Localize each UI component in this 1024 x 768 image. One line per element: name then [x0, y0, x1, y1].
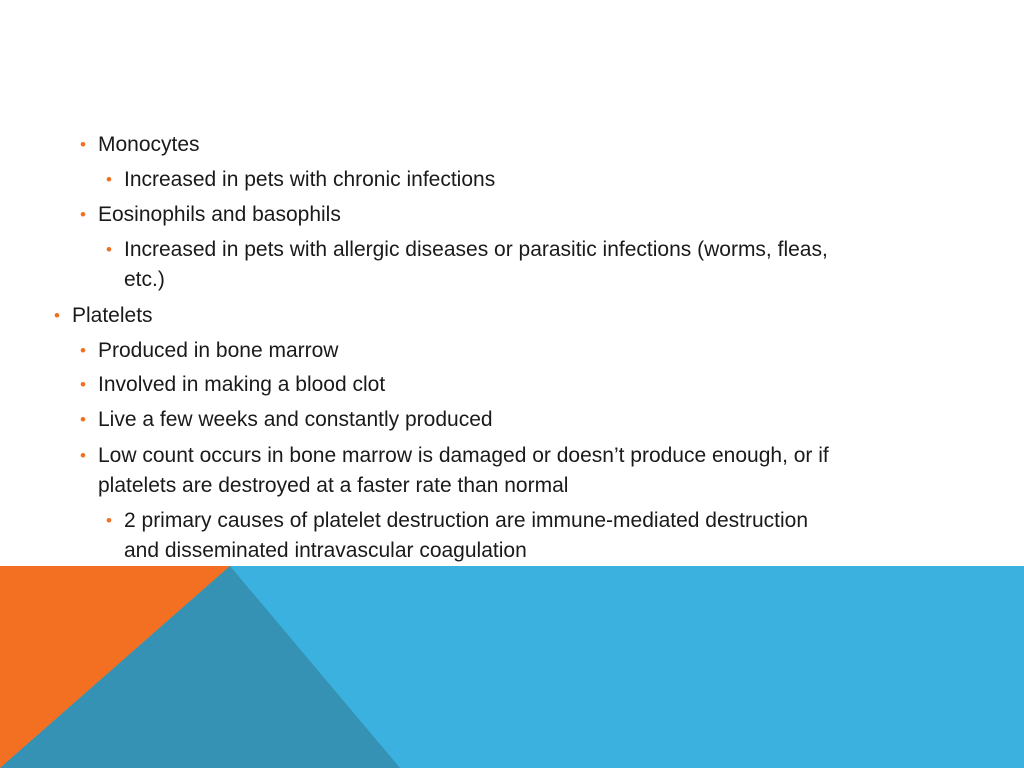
bullet-text: Involved in making a blood clot [98, 373, 386, 396]
bullet-dot-icon: • [80, 341, 86, 360]
bullet-text-line-1: 2 primary causes of platelet destruction are immune-mediated destruction [124, 509, 808, 532]
bullet-dot-icon: • [106, 240, 112, 259]
bullet-text-line-1: Increased in pets with allergic diseases or parasitic infections (worms, fleas, [124, 238, 828, 261]
bullet-dot-icon: • [80, 135, 86, 154]
bullet-dot-icon: • [80, 410, 86, 429]
bullet-dot-icon: • [80, 446, 86, 465]
bullet-text: Platelets [72, 304, 153, 327]
bullet-dot-icon: • [106, 511, 112, 530]
bullet-dot-icon: • [80, 205, 86, 224]
bullet-dot-icon: • [54, 306, 60, 325]
bullet-text-line-1: Low count occurs in bone marrow is damaged or doesn’t produce enough, or if [98, 444, 829, 467]
bullet-text: Live a few weeks and constantly produced [98, 408, 493, 431]
decorative-footer-band [0, 566, 1024, 768]
bullet-text: Produced in bone marrow [98, 339, 339, 362]
bullet-text: Eosinophils and basophils [98, 203, 341, 226]
bullet-text-line-2: platelets are destroyed at a faster rate than normal [98, 474, 569, 497]
bullet-dot-icon: • [106, 170, 112, 189]
bullet-text-line-2: and disseminated intravascular coagulation [124, 539, 527, 562]
bullet-dot-icon: • [80, 375, 86, 394]
bullet-text: Monocytes [98, 133, 200, 156]
bullet-text: Increased in pets with chronic infections [124, 168, 496, 191]
bullet-text-line-2: etc.) [124, 268, 165, 291]
